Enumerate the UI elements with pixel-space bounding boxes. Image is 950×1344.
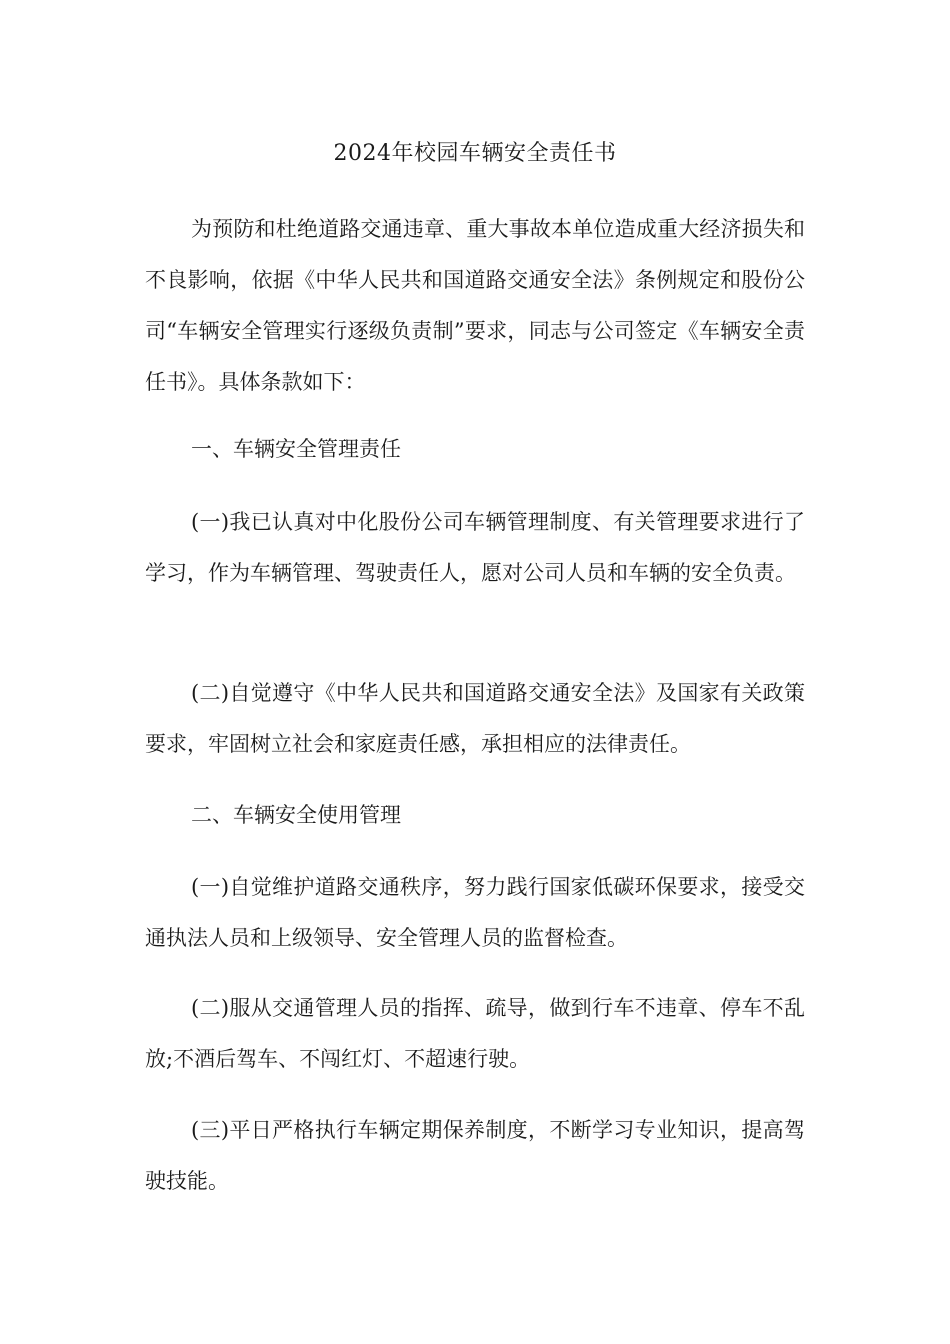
intro-paragraph: 为预防和杜绝道路交通违章、重大事故本单位造成重大经济损失和不良影响，依据《中华人民共和国道路交通安全法》条例规定和股份公司“车辆安全管理实行逐级负责制”要求，同志与公司签定《车辆安全责任书》。具体条款如下： bbox=[145, 217, 805, 394]
section-2-item-1: (一)自觉维护道路交通秩序，努力践行国家低碳环保要求，接受交通执法人员和上级领导、安全管理人员的监督检查。 bbox=[145, 875, 805, 950]
section-1-item-2: (二)自觉遵守《中华人民共和国道路交通安全法》及国家有关政策要求，牢固树立社会和家庭责任感，承担相应的法律责任。 bbox=[145, 681, 805, 756]
section-2-item-3: (三)平日严格执行车辆定期保养制度，不断学习专业知识，提高驾驶技能。 bbox=[145, 1118, 805, 1193]
section-2-item-2: (二)服从交通管理人员的指挥、疏导，做到行车不违章、停车不乱放;不酒后驾车、不闯红灯、不超速行驶。 bbox=[145, 996, 805, 1071]
section-heading-2: 二、车辆安全使用管理 bbox=[191, 803, 401, 827]
section-heading-1: 一、车辆安全管理责任 bbox=[191, 437, 401, 461]
document-title: 2024年校园车辆安全责任书 bbox=[333, 141, 617, 166]
section-1-item-1: (一)我已认真对中化股份公司车辆管理制度、有关管理要求进行了学习，作为车辆管理、驾驶责任人，愿对公司人员和车辆的安全负责。 bbox=[145, 510, 805, 585]
